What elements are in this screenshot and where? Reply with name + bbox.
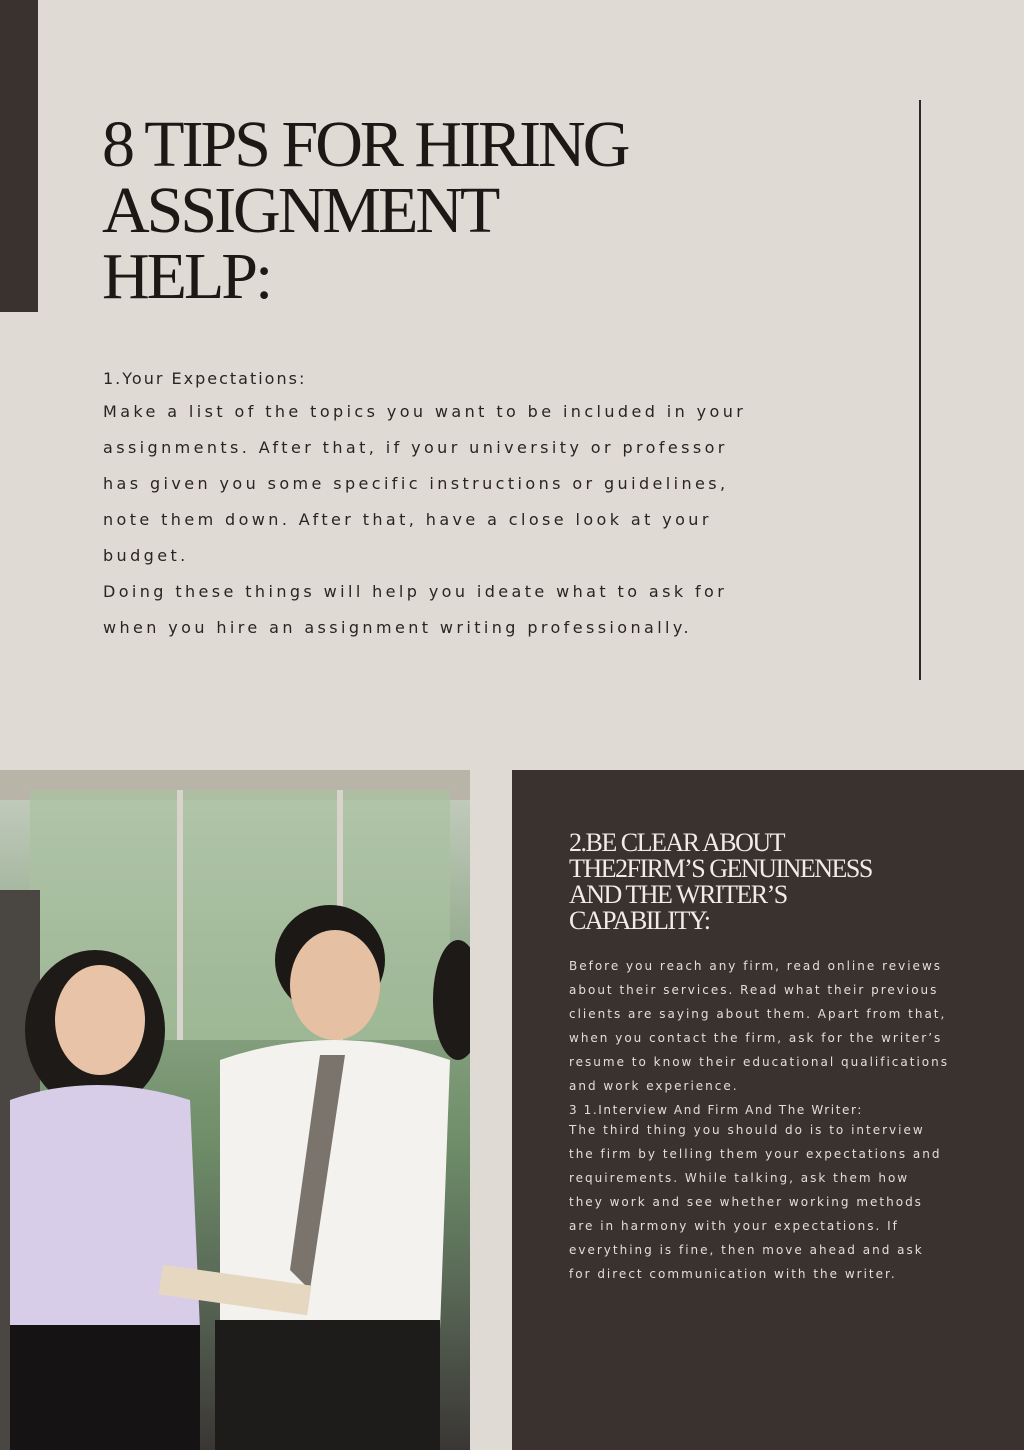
- panel-title-line: AND THE WRITER’S: [569, 880, 787, 909]
- vertical-divider: [919, 100, 921, 680]
- tip-2-panel: [512, 770, 1024, 1450]
- tip-1-paragraph: Doing these things will help you ideate what to ask for when you hire an assignment writing professionally.: [103, 582, 728, 637]
- accent-bar: [0, 0, 38, 312]
- tip-3-heading: 3 1.Interview And Firm And The Writer:: [569, 1103, 863, 1117]
- tip-1-paragraph: Make a list of the topics you want to be included in your assignments. After that, if your university or professor has given you some specific instructions or guidelines, note them down. After that, have a close look at your budget.: [103, 402, 747, 565]
- tip-2-paragraph: Before you reach any firm, read online reviews about their services. Read what their previous clients are saying about them. Apart from that, when you contact the firm, ask for the writer’s resume to know their educational qualifications and work experience.: [569, 959, 949, 1093]
- panel-title-line: 2.BE CLEAR ABOUT: [569, 828, 785, 857]
- tip-2-heading: [569, 830, 929, 934]
- title-line: HELP:: [102, 240, 271, 313]
- panel-title-line: THE2FIRM’S GENUINENESS: [569, 854, 872, 883]
- page-title: [102, 108, 782, 313]
- panel-title-line: CAPABILITY:: [569, 906, 710, 935]
- students-photo: [0, 770, 470, 1450]
- title-line: ASSIGNMENT: [102, 174, 498, 247]
- students-photo-illustration: [0, 770, 470, 1450]
- tip-3-paragraph: The third thing you should do is to interview the firm by telling them your expectations and requirements. While talking, ask them how they work and see whether working methods are in harmony with your expectations. If everything is fine, then move ahead and ask for direct communication with the writer.: [569, 1123, 942, 1281]
- panel-body: [569, 954, 949, 1286]
- tip-1-section: [103, 368, 763, 646]
- title-line: 8 TIPS FOR HIRING: [102, 108, 628, 181]
- tip-1-heading: 1.Your Expectations:: [103, 369, 307, 388]
